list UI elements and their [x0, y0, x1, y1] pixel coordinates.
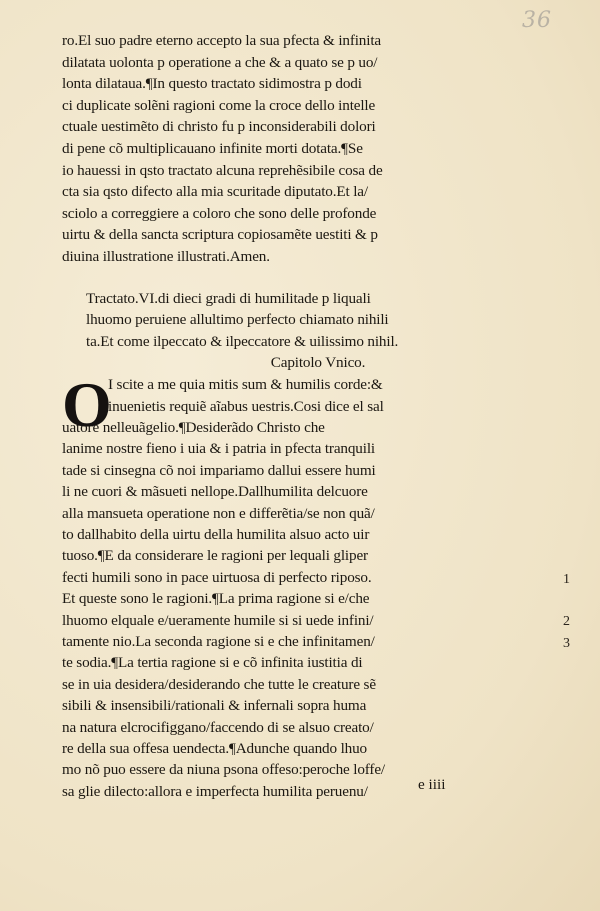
text-line: tamente nio.La seconda ragione si e che infinitamen/ [62, 633, 375, 650]
margin-number-1: 1 [563, 572, 570, 587]
text-line: dilatata uolonta p operatione a che & a quato se p uo/ [62, 53, 378, 71]
text-line: se in uia desidera/desiderando che tutte le creature sẽ [62, 675, 376, 693]
text-line: inuenietis requiẽ aĩabus uestris.Cosi dice el sal [108, 397, 384, 415]
text-line: alla mansueta operatione non e differẽtia/se non quã/ [62, 504, 375, 522]
chapter-title: Capitolo Vnico. [270, 354, 366, 372]
text-line: sciolo a correggiere a coloro che sono delle profonde [62, 204, 377, 222]
text-line: na natura elcrocifiggano/faccendo di se alsuo creato/ [62, 718, 374, 736]
text-line: fecti humili sono in pace uirtuosa di perfecto riposo. [62, 568, 372, 586]
text-line: lonta dilataua.¶In questo tractato sidimostra p dodi [62, 75, 362, 93]
margin-number-3: 3 [563, 636, 570, 651]
text-line: ctuale uestimẽto di christo fu p inconsiderabili dolori [62, 118, 376, 136]
heading-line: ta.Et come ilpeccato & ilpeccatore & uilissimo nihil. [86, 332, 399, 350]
heading-line: Tractato.VI.di dieci gradi di humilitade p liquali [86, 289, 371, 307]
text-line: diuina illustratione illustrati.Amen. [62, 247, 270, 265]
text-line: di pene cõ multiplicauano infinite morti dotata.¶Se [62, 139, 363, 157]
folio-number: 36 [522, 8, 552, 33]
text-line: Et queste sono le ragioni.¶La prima ragione si e/che [62, 590, 370, 608]
text-line: cta sia qsto difecto alla mia scuritade diputato.Et la/ [62, 183, 368, 201]
margin-number-2: 2 [563, 614, 570, 629]
text-line: lanime nostre fieno i uia & i patria in pfecta tranquili [62, 440, 375, 458]
text-line: re della sua offesa uendecta.¶Adunche quando lhuo [62, 739, 367, 757]
text-line: te sodia.¶La tertia ragione si e cõ infinita iustitia di [62, 654, 363, 672]
text-line: li ne cuori & mãsueti nellope.Dallhumilita delcuore [62, 483, 368, 501]
text-line: I scite a me quia mitis sum & humilis corde:& [108, 375, 383, 393]
text-line: ro.El suo padre eterno accepto la sua pfecta & infinita [62, 32, 381, 49]
text-line: uatore nelleuãgelio.¶Desiderãdo Christo che [62, 419, 325, 437]
text-line: sa glie dilecto:allora e imperfecta humilita peruenu/ [62, 782, 368, 800]
text-line: lhuomo elquale e/ueramente humile si si uede infini/ [62, 611, 374, 629]
text-line: ci duplicate solẽni ragioni come la croce dello intelle [62, 96, 376, 114]
paragraph-2 [62, 417, 534, 802]
text-line: uirtu & della sancta scriptura copiosamẽte uestiti & p [62, 226, 378, 244]
text-line: io hauessi in qsto tractato alcuna reprehẽsibile cosa de [62, 161, 383, 179]
text-line: tade si cinsegna cõ noi impariamo dallui essere humi [62, 461, 376, 479]
text-line: mo nõ puo essere da niuna psona offeso:peroche loffe/ [62, 761, 385, 779]
signature-mark: e iiii [418, 776, 446, 793]
text-line: sibili & insensibili/rationali & infernali sopra huma [62, 697, 367, 715]
initial-letter: O [62, 368, 112, 440]
text-block [62, 30, 534, 802]
treatise-heading [62, 288, 534, 353]
heading-line: lhuomo peruiene allultimo perfecto chiamato nihili [86, 311, 389, 329]
paragraph-1 [62, 30, 534, 268]
text-line: to dallhabito della uirtu della humilita alsuo acto uir [62, 526, 370, 544]
text-line: tuoso.¶E da considerare le ragioni per lequali gliper [62, 547, 368, 565]
